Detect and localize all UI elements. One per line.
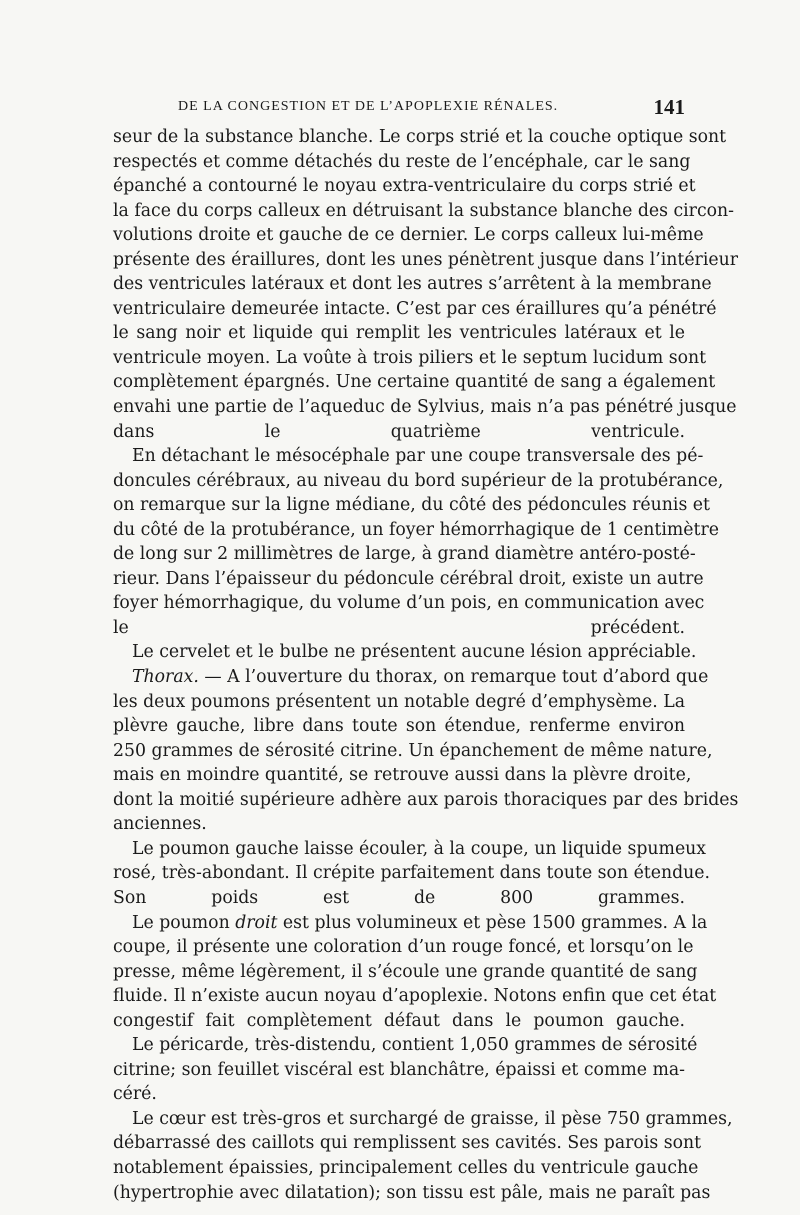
text-line: foyer hémorrhagique, du volume d’un pois, en communication avec bbox=[113, 593, 705, 614]
italic-word: droit bbox=[235, 912, 278, 933]
text-line: le sang noir et liquide qui remplit les ventricules latéraux et le bbox=[113, 323, 685, 344]
text-line bbox=[113, 665, 709, 690]
paragraph-mesocephale bbox=[113, 444, 724, 640]
book-page bbox=[113, 95, 739, 1205]
text-line: les deux poumons présentent un notable degré d’emphysème. La bbox=[113, 691, 685, 712]
text-line: plèvre gauche, libre dans toute son étendue, renferme environ bbox=[113, 716, 685, 737]
text-line: envahi une partie de l’aqueduc de Sylvius, mais n’a pas pénétré jusque bbox=[113, 397, 737, 418]
text-line: débarrassé des caillots qui remplissent ses cavités. Ses parois sont bbox=[113, 1133, 702, 1154]
text-line: des ventricules latéraux et dont les autres s’arrêtent à la membrane bbox=[113, 274, 712, 295]
text-line: céré. bbox=[113, 1084, 157, 1105]
text-line: respectés et comme détachés du reste de l’encéphale, car le sang bbox=[113, 151, 691, 172]
text-line: du côté de la protubérance, un foyer hémorrhagique de 1 centimètre bbox=[113, 519, 719, 540]
text-line: la face du corps calleux en détruisant la substance blanche des circon- bbox=[113, 200, 734, 221]
text-line: seur de la substance blanche. Le corps strié et la couche optique sont bbox=[113, 127, 727, 147]
text-line: doncules cérébraux, au niveau du bord supérieur de la protubérance, bbox=[113, 470, 724, 491]
text-line: présente des éraillures, dont les unes pénètrent jusque dans l’intérieur bbox=[113, 249, 738, 270]
paragraph-right-lung bbox=[113, 911, 717, 1034]
text-line: En détachant le mésocéphale par une coupe transversale des pé- bbox=[132, 446, 704, 467]
text-line: volutions droite et gauche de ce dernier. Le corps calleux lui-même bbox=[113, 225, 704, 246]
text-line: le précédent. bbox=[113, 617, 685, 638]
text-line: Le cœur est très-gros et surchargé de graisse, il pèse 750 grammes, bbox=[132, 1108, 733, 1129]
text-line: fluide. Il n’existe aucun noyau d’apoplexie. Notons enfin que cet état bbox=[113, 986, 717, 1007]
text-line: congestif fait complètement défaut dans le poumon gauche. bbox=[113, 1010, 685, 1031]
text-line: dont la moitié supérieure adhère aux parois thoraciques par des brides bbox=[113, 789, 739, 810]
text-line: Le péricarde, très-distendu, contient 1,050 grammes de sérosité bbox=[132, 1035, 698, 1056]
text-line: ventricule moyen. La voûte à trois piliers et le septum lucidum sont bbox=[113, 347, 707, 368]
text-line: Le cervelet et le bulbe ne présentent aucune lésion appréciable. bbox=[132, 642, 697, 663]
body-text bbox=[113, 125, 739, 1205]
text-line: de long sur 2 millimètres de large, à grand diamètre antéro-posté- bbox=[113, 544, 696, 565]
text-line: Son poids est de 800 grammes. bbox=[113, 887, 685, 908]
text-line: dans le quatrième ventricule. bbox=[113, 421, 685, 442]
text-segment: — A l’ouverture du thorax, on remarque tout d’abord que bbox=[198, 667, 709, 688]
text-line: citrine; son feuillet viscéral est blanchâtre, épaissi et comme ma- bbox=[113, 1059, 685, 1080]
running-head bbox=[113, 95, 685, 125]
text-segment: Le poumon bbox=[132, 912, 236, 933]
paragraph-heart bbox=[113, 1107, 733, 1205]
paragraph-cervelet bbox=[113, 640, 697, 665]
text-segment: est plus volumineux et pèse 1500 grammes. A la bbox=[277, 912, 708, 933]
section-lead-thorax: Thorax. bbox=[132, 667, 199, 688]
page-number: 141 bbox=[653, 95, 685, 119]
text-line: coupe, il présente une coloration d’un rouge foncé, et lorsqu’on le bbox=[113, 937, 694, 958]
text-line: rieur. Dans l’épaisseur du pédoncule cérébral droit, existe un autre bbox=[113, 568, 704, 589]
text-line: notablement épaissies, principalement celles du ventricule gauche bbox=[113, 1157, 699, 1178]
text-line: (hypertrophie avec dilatation); son tissu est pâle, mais ne paraît pas bbox=[113, 1182, 711, 1203]
paragraph-pericarde bbox=[113, 1033, 698, 1107]
paragraph-brain-continuation bbox=[113, 125, 738, 444]
paragraph-thorax bbox=[113, 665, 739, 837]
text-line: complètement épargnés. Une certaine quantité de sang a également bbox=[113, 372, 716, 393]
text-line: anciennes. bbox=[113, 814, 207, 835]
text-line: Le poumon gauche laisse écouler, à la coupe, un liquide spumeux bbox=[132, 838, 707, 859]
text-line: on remarque sur la ligne médiane, du côté des pédoncules réunis et bbox=[113, 495, 710, 516]
paragraph-left-lung bbox=[113, 837, 711, 911]
text-line: presse, même légèrement, il s’écoule une grande quantité de sang bbox=[113, 961, 698, 982]
running-title: DE LA CONGESTION ET DE L’APOPLEXIE RÉNALES. bbox=[178, 99, 559, 114]
text-line: rosé, très-abondant. Il crépite parfaitement dans toute son étendue. bbox=[113, 863, 711, 884]
text-line: épanché a contourné le noyau extra-ventriculaire du corps strié et bbox=[113, 176, 696, 197]
text-line: ventriculaire demeurée intacte. C’est par ces éraillures qu’a pénétré bbox=[113, 298, 717, 319]
text-line bbox=[113, 911, 708, 936]
text-line: mais en moindre quantité, se retrouve aussi dans la plèvre droite, bbox=[113, 765, 692, 786]
text-line: 250 grammes de sérosité citrine. Un épanchement de même nature, bbox=[113, 740, 713, 761]
